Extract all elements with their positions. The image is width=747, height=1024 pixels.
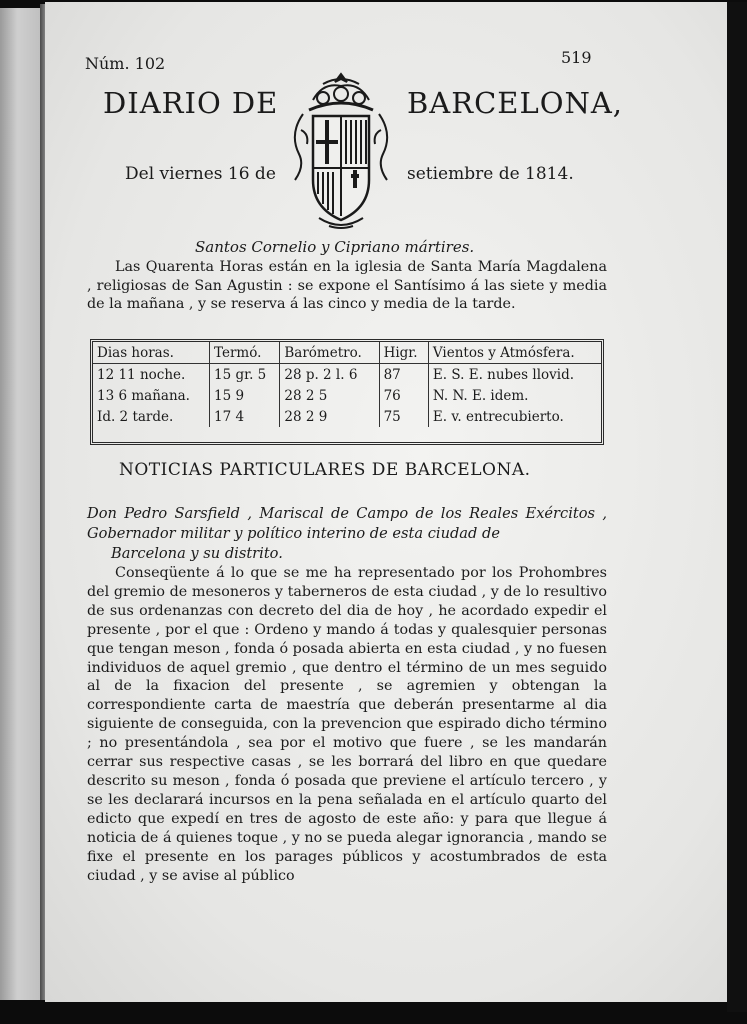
barcelona-coat-of-arms-icon [283, 70, 399, 230]
cell-hygro: 76 [379, 385, 428, 406]
forty-hours-notice: Las Quarenta Horas están en la iglesia de Santa María Magdalena , religiosas de San Agustin : se expone el Santísimo á las siete y media de la mañana , y se reserva á las cinco y media de la tarde. [87, 259, 607, 313]
scan-border [727, 2, 747, 1012]
table-row [93, 385, 601, 406]
cell-day: Id. 2 tarde. [93, 406, 210, 427]
date-left: Del viernes 16 de [125, 164, 276, 184]
decree-title [87, 504, 607, 564]
cell-temp: 15 gr. 5 [210, 364, 280, 386]
issue-number: Núm. 102 [85, 54, 166, 73]
saints-of-the-day: Santos Cornelio y Cipriano mártires. [195, 238, 475, 256]
cell-wind: N. N. E. idem. [432, 387, 529, 404]
col-days-hours: Dias horas. [93, 342, 210, 364]
col-barometer: Barómetro. [280, 342, 379, 364]
decree-title-line2: Barcelona y su distrito. [111, 545, 283, 562]
cell-day: 12 11 noche. [93, 364, 210, 386]
newspaper-page [45, 2, 727, 1002]
table-row [93, 364, 601, 386]
cell-baro: 28 p. 2 l. 6 [280, 364, 379, 386]
col-thermometer: Termó. [210, 342, 280, 364]
cell-wind: E. S. E. nubes llovid. [432, 366, 575, 383]
cell-temp: 15 9 [210, 385, 280, 406]
section-heading: NOTICIAS PARTICULARES DE BARCELONA. [119, 460, 531, 480]
cell-baro: 28 2 5 [280, 385, 379, 406]
cell-hygro: 75 [379, 406, 428, 427]
cell-hygro: 87 [379, 364, 428, 386]
masthead-right: BARCELONA, [407, 86, 624, 120]
cell-day: 13 6 mañana. [93, 385, 210, 406]
cell-wind: E. v. entrecubierto. [432, 408, 564, 425]
weather-header-row [93, 342, 601, 364]
page-number: 519 [561, 48, 592, 67]
col-hygrometer: Higr. [379, 342, 428, 364]
decree-title-line1: Don Pedro Sarsfield , Mariscal de Campo de los Reales Exércitos , Gobernador militar y político interino de esta ciudad de [87, 505, 607, 542]
table-row [93, 406, 601, 427]
cell-baro: 28 2 9 [280, 406, 379, 427]
previous-page-edge [0, 8, 44, 1000]
date-right: setiembre de 1814. [407, 164, 574, 184]
decree-body: Conseqüente á lo que se me ha representado por los Prohombres del gremio de mesoneros y taberneros de esta ciudad , y de lo resultivo de sus ordenanzas con decreto del dia de hoy , he acordado expedir el presente , por el que : Ordeno y mando á todas y qualesquier personas que tengan meson , fonda ó posada abierta en esta ciudad , y no fuesen individuos de aquel gremio , que dentro el término de un mes seguido al de la fixacion del presente , se agremien y obtengan la correspondiente carta de maestría que deberán presentarme al dia siguiente de conseguida, con la prevencion que espirado dicho término ; no presentándola , sea por el motivo que fuere , se les mandarán cerrar sus respective casas , se les borrará del libro en que quedare descrito su meson , fonda ó posada que previene el artículo tercero , y se les declarará incursos en la pena señalada en el artículo quarto del edicto que expedí en tres de agosto de este año: y para que llegue á noticia de á quienes toque , y no se pueda alegar ignorancia , mando se fixe el presente en los parages públicos y acostumbrados de esta ciudad , y se avise al público [87, 565, 607, 884]
cell-temp: 17 4 [210, 406, 280, 427]
weather-table [90, 339, 604, 445]
masthead-left: DIARIO DE [103, 86, 279, 120]
col-winds: Vientos y Atmósfera. [428, 342, 601, 364]
